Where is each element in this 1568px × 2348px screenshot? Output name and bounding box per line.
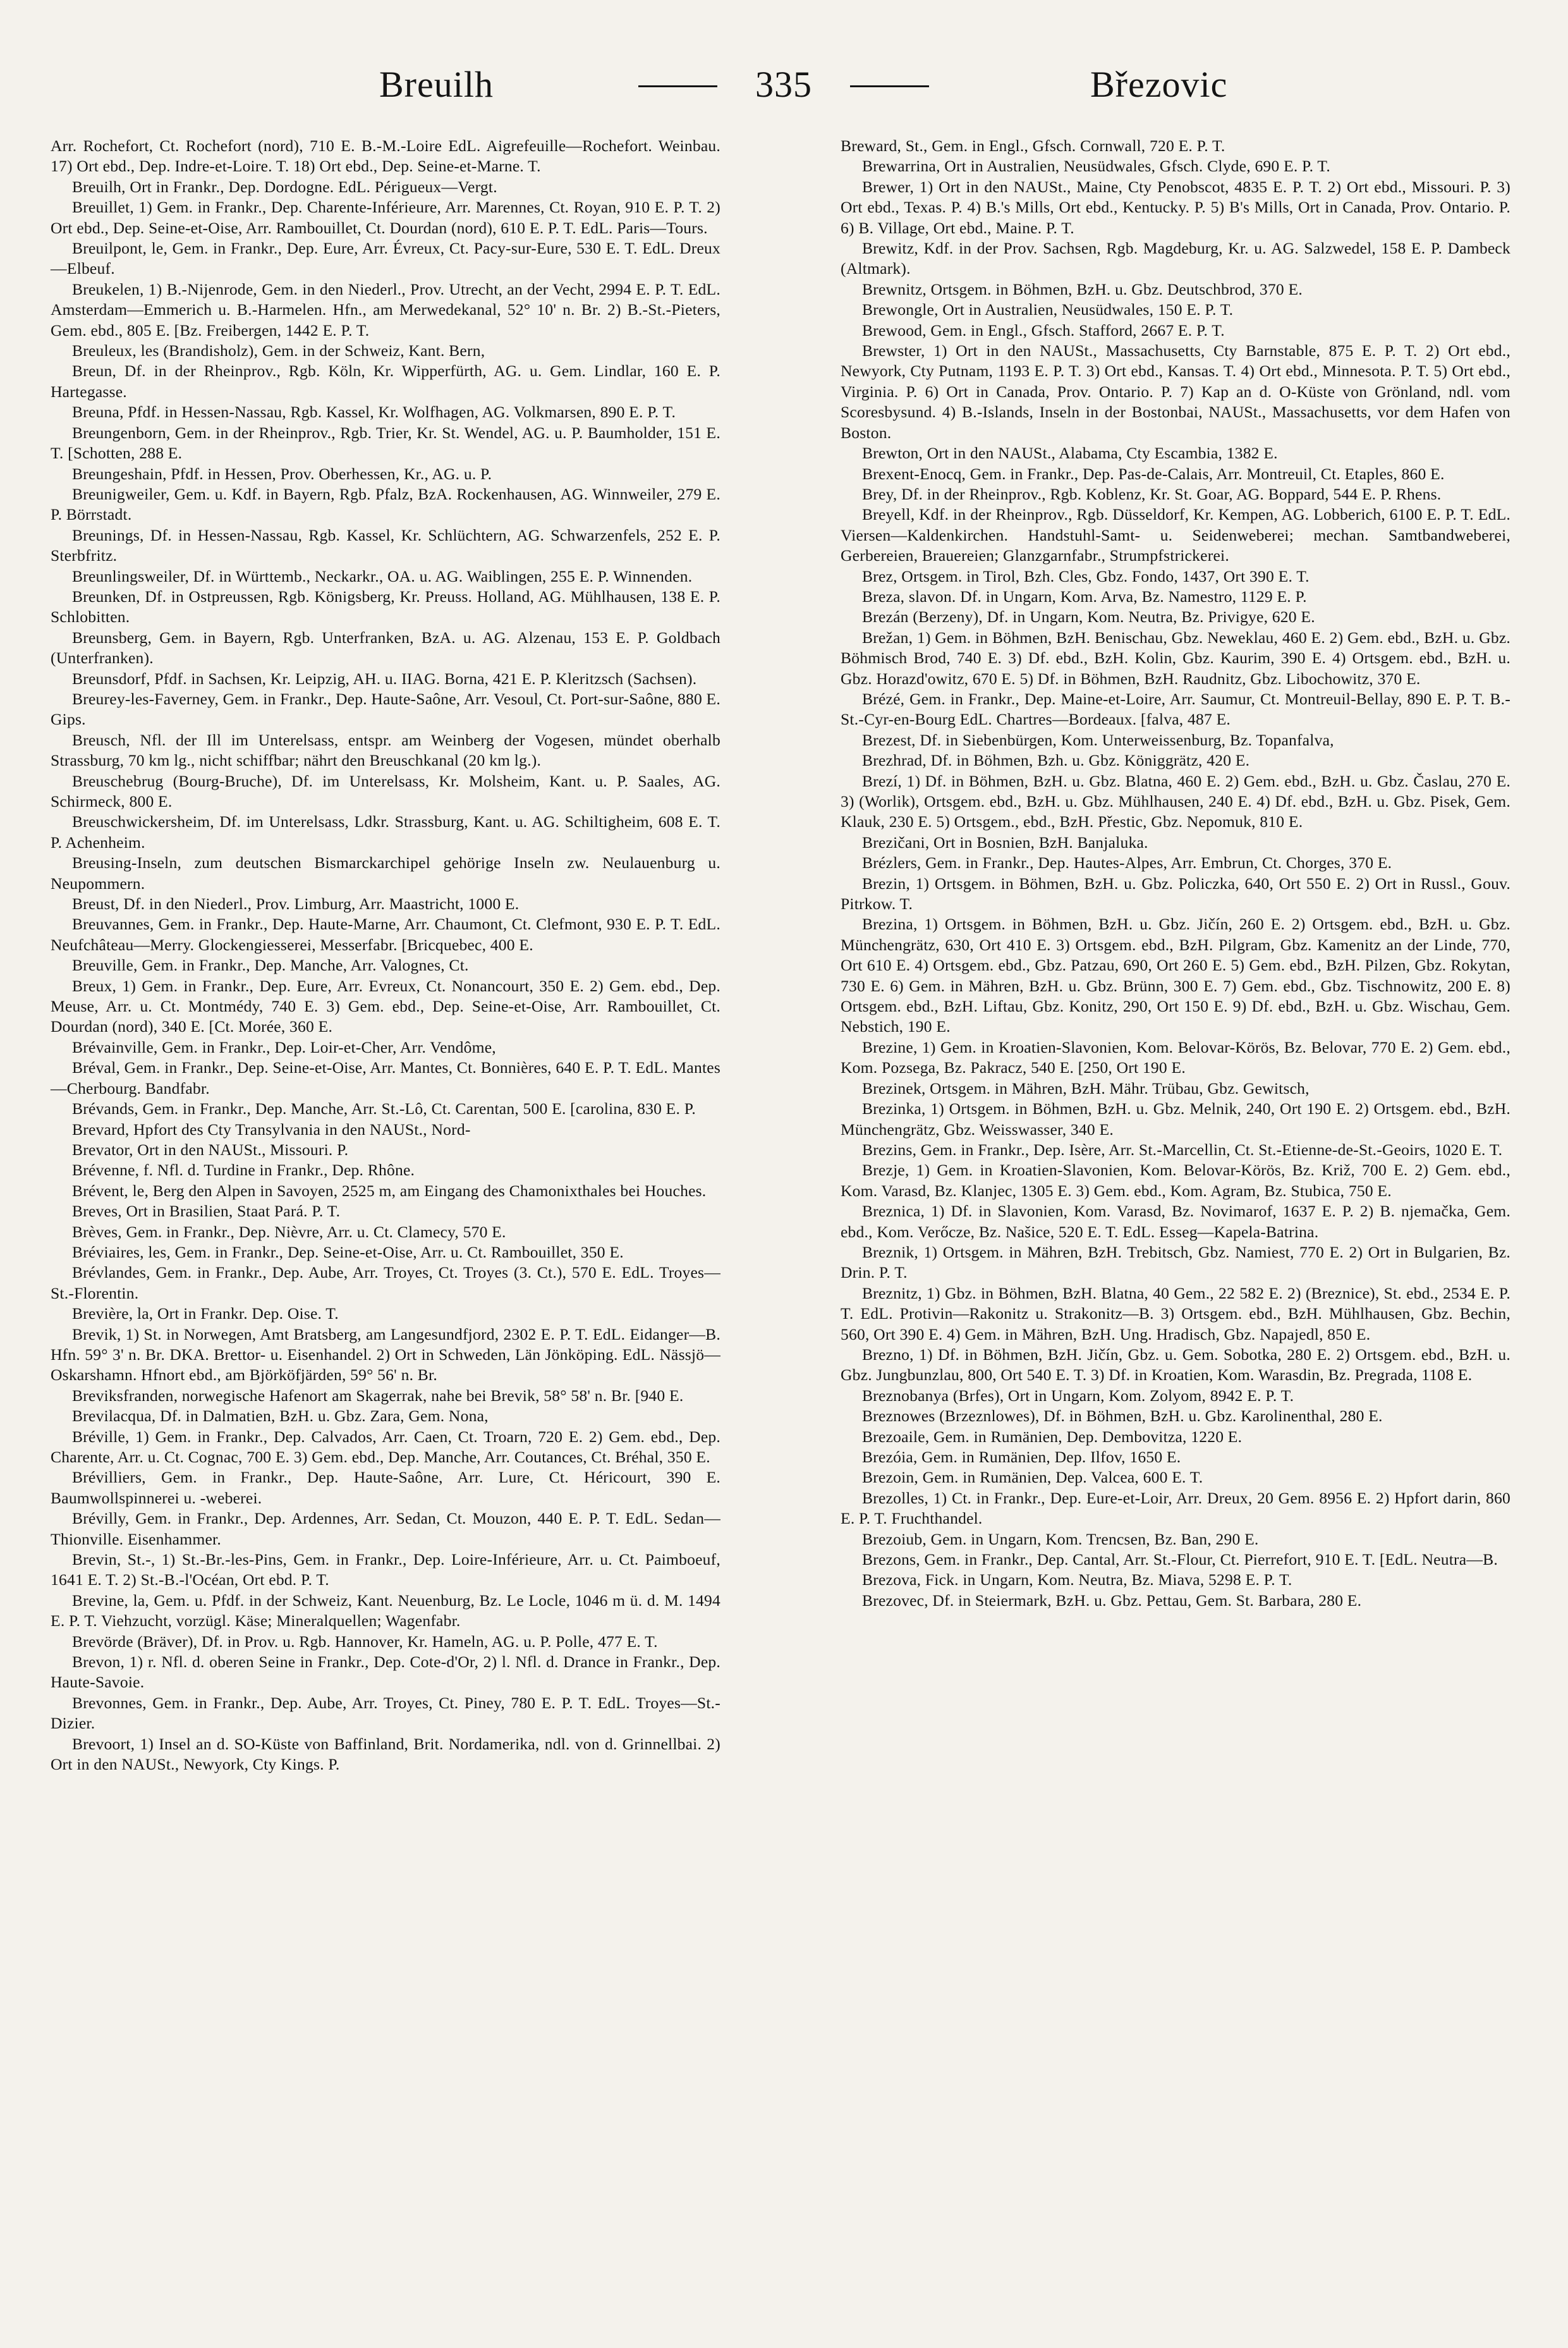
entry: Brévainville, Gem. in Frankr., Dep. Loir-et-Cher, Arr. Vendôme, [72,1037,496,1056]
entry: Brévlandes, Gem. in Frankr., Dep. Aube, Arr. Troyes, Ct. Troyes (3. Ct.), 570 E. EdL. Troyes—St.-Florentin. [51,1263,720,1302]
entry: Brevik, 1) St. in Norwegen, Amt Bratsberg, am Langesundfjord, 2302 E. P. T. EdL. Eidanger—B. Hfn. 59° 3' n. Br. DKA. Brettor- u. Eisenhandel. 2) Ort in Schweden, Län Jönköping. EdL. Nässjö—Oskarshamn. Hfnort ebd., am Björköfjärden, 59° 56' n. Br. [51,1324,720,1385]
entry: Brevonnes, Gem. in Frankr., Dep. Aube, Arr. Troyes, Ct. Piney, 780 E. P. T. EdL. Troyes—St.-Dizier. [51,1693,720,1733]
entry: Brezje, 1) Gem. in Kroatien-Slavonien, Kom. Belovar-Körös, Bz. Križ, 700 E. 2) Gem. ebd., Kom. Varasd, Bz. Klanjec, 1305 E. 3) Gem. ebd., Kom. Agram, Bz. Stubica, 750 E. [841,1161,1510,1200]
entry: Brezičani, Ort in Bosnien, BzH. Banjaluka. [862,833,1148,852]
entry: Brezoaile, Gem. in Rumänien, Dep. Dembovitza, 1220 E. [862,1427,1243,1446]
entry: Breznowes (Brzeznlowes), Df. in Böhmen, BzH. u. Gbz. Karolinenthal, 280 E. [862,1407,1383,1426]
entry: Breunsberg, Gem. in Bayern, Rgb. Unterfranken, BzA. u. AG. Alzenau, 153 E. P. Goldbach (Unterfranken). [51,628,720,668]
entry: Breurey-les-Faverney, Gem. in Frankr., Dep. Haute-Saône, Arr. Vesoul, Ct. Port-sur-Saône, 880 E. Gips. [51,689,720,729]
entry: Brewer, 1) Ort in den NAUSt., Maine, Cty Penobscot, 4835 E. P. T. 2) Ort ebd., Missouri. P. 3) Ort ebd., Texas. P. 4) B.'s Mills, Ort ebd., Kentucky. P. 5) B's Mills, Ort in Canada, Prov. Ontario. P. 6) B. Village, Ort ebd., Maine. P. T. [841,177,1510,237]
running-head-right: Březovic [1090,64,1228,105]
entry: Breznik, 1) Ortsgem. in Mähren, BzH. Trebitsch, Gbz. Namiest, 770 E. 2) Ort in Bulgarien, Bz. Drin. P. T. [841,1242,1510,1282]
entry: Breunigweiler, Gem. u. Kdf. in Bayern, Rgb. Pfalz, BzA. Rockenhausen, AG. Winnweiler, 279 E. P. Börrstadt. [51,484,720,524]
entry: Breward, St., Gem. in Engl., Gfsch. Cornwall, 720 E. P. T. [841,137,1225,155]
entry: Brezhrad, Df. in Böhmen, Bzh. u. Gbz. Königgrätz, 420 E. [862,751,1250,770]
entry: Bréviaires, les, Gem. in Frankr., Dep. Seine-et-Oise, Arr. u. Ct. Rambouillet, 350 E. [72,1242,624,1261]
entry: Breuleux, les (Brandisholz), Gem. in der Schweiz, Kant. Bern, [72,341,485,360]
entry: Breuschebrug (Bourg-Bruche), Df. im Unterelsass, Kr. Molsheim, Kant. u. P. Saales, AG. Schirmeck, 800 E. [51,771,720,810]
entry: Breungenborn, Gem. in der Rheinprov., Rgb. Trier, Kr. St. Wendel, AG. u. P. Baumholder, 151 E. T. [Schotten, 288 E. [51,423,720,463]
entry: Brey, Df. in der Rheinprov., Rgb. Koblenz, Kr. St. Goar, AG. Boppard, 544 E. P. Rhens. [862,484,1442,503]
entry: Breungeshain, Pfdf. in Hessen, Prov. Oberhessen, Kr., AG. u. P. [72,464,492,483]
page-header [0,38,1568,107]
header-rule-right [850,85,929,87]
entry: Brezí, 1) Df. in Böhmen, BzH. u. Gbz. Blatna, 460 E. 2) Gem. ebd., BzH. u. Gbz. Časlau, 270 E. 3) (Worlik), Ortsgem. ebd., BzH. u. Gbz. Mühlhausen, 240 E. 4) Df. ebd., BzH. u. Gbz. Pisek, Gem. Klauk, 230 E. 5) Ortsgem., ebd., BzH. Přestic, Gbz. Nepomuk, 810 E. [841,771,1510,831]
entry: Breznobanya (Brfes), Ort in Ungarn, Kom. Zolyom, 8942 E. P. T. [862,1386,1294,1405]
entry: Brévilliers, Gem. in Frankr., Dep. Haute-Saône, Arr. Lure, Ct. Héricourt, 390 E. Baumwollspinnerei u. -weberei. [51,1468,720,1507]
entry: Breznitz, 1) Gbz. in Böhmen, BzH. Blatna, 40 Gem., 22 582 E. 2) (Breznice), St. ebd., 2534 E. P. T. EdL. Protivin—Rakonitz u. Strakonitz—B. 3) Ortsgem. ebd., BzH. Mühlhausen, Gbz. Bechin, 560, Ort 390 E. 4) Gem. in Mähren, BzH. Ung. Hradisch, Gbz. Napajedl, 850 E. [841,1283,1510,1343]
left-column [51,136,720,1775]
entry: Brevator, Ort in den NAUSt., Missouri. P. [72,1140,349,1159]
entry: Brežan, 1) Gem. in Böhmen, BzH. Benischau, Gbz. Neweklau, 460 E. 2) Gem. ebd., BzH. u. Gbz. Böhmisch Brod, 740 E. 3) Df. ebd., BzH. Kolin, Gbz. Kaurim, 390 E. 4) Ortsgem. ebd., BzH. u. Gbz. Horazd'owitz, 670 E. 5) Df. in Böhmen, BzH. Raudnitz, Gbz. Libochowitz, 370 E. [841,628,1510,688]
entry: Breuvannes, Gem. in Frankr., Dep. Haute-Marne, Arr. Chaumont, Ct. Clefmont, 930 E. P. T. EdL. Neufchâteau—Merry. Glockengiesserei, Messerfabr. [Bricquebec, 400 E. [51,915,720,954]
entry: Brevin, St.-, 1) St.-Br.-les-Pins, Gem. in Frankr., Dep. Loire-Inférieure, Arr. u. Ct. Paimboeuf, 1641 E. T. 2) St.-B.-l'Océan, Ort ebd. P. T. [51,1550,720,1589]
entry: Breun, Df. in der Rheinprov., Rgb. Köln, Kr. Wipperfürth, AG. u. Gem. Lindlar, 160 E. P. Hartegasse. [51,362,720,401]
entry: Breukelen, 1) B.-Nijenrode, Gem. in den Niederl., Prov. Utrecht, an der Vecht, 2994 E. P. T. EdL. Amsterdam—Emmerich u. B.-Harmelen. Hfn., am Merwedekanal, 52° 10' n. Br. 2) B.-St.-Pieters, Gem. ebd., 805 E. [Bz. Freibergen, 1442 E. P. T. [51,279,720,339]
entry: Brez, Ortsgem. in Tirol, Bzh. Cles, Gbz. Fondo, 1437, Ort 390 E. T. [862,566,1310,585]
entry: Brévands, Gem. in Frankr., Dep. Manche, Arr. St.-Lô, Ct. Carentan, 500 E. [carolina, 830 E. P. [72,1099,696,1118]
entry: Breuschwickersheim, Df. im Unterelsass, Ldkr. Strassburg, Kant. u. AG. Schiltigheim, 608 E. T. P. Achenheim. [51,812,720,852]
entry: Breuillet, 1) Gem. in Frankr., Dep. Charente-Inférieure, Arr. Marennes, Ct. Royan, 910 E. P. T. 2) Ort ebd., Dep. Seine-et-Oise, Arr. Rambouillet, Ct. Dourdan (nord), 610 E. P. T. EdL. Paris—Tours. [51,198,720,237]
entry: Brewnitz, Ortsgem. in Böhmen, BzH. u. Gbz. Deutschbrod, 370 E. [862,279,1303,298]
entry: Brevilacqua, Df. in Dalmatien, BzH. u. Gbz. Zara, Gem. Nona, [72,1407,489,1426]
entry: Breunings, Df. in Hessen-Nassau, Rgb. Kassel, Kr. Schlüchtern, AG. Schwarzenfels, 252 E. P. Sterbfritz. [51,525,720,565]
entry: Breunken, Df. in Ostpreussen, Rgb. Königsberg, Kr. Preuss. Holland, AG. Mühlhausen, 138 E. P. Schlobitten. [51,587,720,627]
entry: Brezinka, 1) Ortsgem. in Böhmen, BzH. u. Gbz. Melnik, 240, Ort 190 E. 2) Ortsgem. ebd., BzH. Münchengrätz, Gbz. Weisswasser, 340 E. [841,1099,1510,1139]
entry: Breznica, 1) Df. in Slavonien, Kom. Varasd, Bz. Novimarof, 1637 E. P. 2) B. njemačka, Gem. ebd., Kom. Verőcze, Bz. Našice, 520 E. T. EdL. Esseg—Kapela-Batrina. [841,1202,1510,1241]
entry: Brezoiub, Gem. in Ungarn, Kom. Trencsen, Bz. Ban, 290 E. [862,1529,1259,1548]
entry: Brezina, 1) Ortsgem. in Böhmen, BzH. u. Gbz. Jičín, 260 E. 2) Ortsgem. ebd., BzH. u. Gbz. Münchengrätz, 630, Ort 410 E. 3) Ortsgem. ebd., BzH. Pilgram, Gbz. Kamenitz an der Linde, 770, Ort 610 E. 4) Ortsgem. ebd., Gbz. Patzau, 690, Ort 260 E. 5) Gem. ebd., BzH. Pilzen, Gbz. Rokytan, 730 E. 6) Gem. in Mähren, BzH. u. Gbz. Brünn, 300 E. 7) Gem. ebd., Gbz. Tischnowitz, 200 E. 8) Ortsgem. ebd., BzH. Liftau, Gbz. Konitz, 290, Ort 150 E. 9) Df. ebd., BzH. u. Gbz. Wischau, Gem. Nebstich, 190 E. [841,915,1510,1036]
entry: Arr. Rochefort, Ct. Rochefort (nord), 710 E. B.-M.-Loire EdL. Aigrefeuille—Rochefort. Weinbau. 17) Ort ebd., Dep. Indre-et-Loire. T. 18) Ort ebd., Dep. Seine-et-Marne. T. [51,137,720,176]
entry: Brezins, Gem. in Frankr., Dep. Isère, Arr. St.-Marcellin, Ct. St.-Etienne-de-St.-Geoirs, 1020 E. T. [862,1140,1503,1159]
entry: Brewitz, Kdf. in der Prov. Sachsen, Rgb. Magdeburg, Kr. u. AG. Salzwedel, 158 E. P. Dambeck (Altmark). [841,239,1510,278]
entry: Bréval, Gem. in Frankr., Dep. Seine-et-Oise, Arr. Mantes, Ct. Bonnières, 640 E. P. T. EdL. Mantes—Cherbourg. Bandfabr. [51,1058,720,1098]
entry: Brezest, Df. in Siebenbürgen, Kom. Unterweissenburg, Bz. Topanfalva, [862,730,1334,749]
entry: Brezán (Berzeny), Df. in Ungarn, Kom. Neutra, Bz. Privigye, 620 E. [862,608,1315,627]
entry: Brézlers, Gem. in Frankr., Dep. Hautes-Alpes, Arr. Embrun, Ct. Chorges, 370 E. [862,853,1392,872]
entry: Breyell, Kdf. in der Rheinprov., Rgb. Düsseldorf, Kr. Kempen, AG. Lobberich, 6100 E. P. T. EdL. Viersen—Kaldenkirchen. Handstuhl-Samt- u. Seidenweberei; mechan. Samtbandweberei, Gerbereien, Brauereien; Glanzgarnfabr., Strumpfstrickerei. [841,505,1510,565]
entry: Breunsdorf, Pfdf. in Sachsen, Kr. Leipzig, AH. u. IIAG. Borna, 421 E. P. Kleritzsch (Sachsen). [72,669,697,688]
entry: Brevière, la, Ort in Frankr. Dep. Oise. T. [72,1304,339,1323]
entry: Brexent-Enocq, Gem. in Frankr., Dep. Pas-de-Calais, Arr. Montreuil, Ct. Etaples, 860 E. [862,464,1445,483]
entry: Breza, slavon. Df. in Ungarn, Kom. Arva, Bz. Namestro, 1129 E. P. [862,587,1307,606]
entry: Bréville, 1) Gem. in Frankr., Dep. Calvados, Arr. Caen, Ct. Troarn, 720 E. 2) Gem. ebd., Dep. Charente, Arr. u. Ct. Cognac, 700 E. 3) Gem. ebd., Dep. Manche, Arr. Coutances, Ct. Bréhal, 350 E. [51,1427,720,1466]
entry: Brézé, Gem. in Frankr., Dep. Maine-et-Loire, Arr. Saumur, Ct. Montreuil-Bellay, 890 E. P. T. B.-St.-Cyr-en-Bourg EdL. Chartres—Bordeaux. [falva, 487 E. [841,689,1510,729]
entry: Brewarrina, Ort in Australien, Neusüdwales, Gfsch. Clyde, 690 E. P. T. [862,157,1330,176]
entry: Brezoin, Gem. in Rumänien, Dep. Valcea, 600 E. T. [862,1468,1203,1487]
entry: Brevoort, 1) Insel an d. SO-Küste von Baffinland, Brit. Nordamerika, ndl. von d. Grinnellbai. 2) Ort in den NAUSt., Newyork, Cty Kings. P. [51,1734,720,1774]
entry: Brevard, Hpfort des Cty Transylvania in den NAUSt., Nord- [72,1120,471,1139]
entry: Brezin, 1) Ortsgem. in Böhmen, BzH. u. Gbz. Policzka, 640, Ort 550 E. 2) Ort in Russl., Gouv. Pitrkow. T. [841,874,1510,914]
entry: Breuville, Gem. in Frankr., Dep. Manche, Arr. Valognes, Ct. [72,956,469,975]
entry: Brezóia, Gem. in Rumänien, Dep. Ilfov, 1650 E. [862,1448,1181,1466]
entry: Brévent, le, Berg den Alpen in Savoyen, 2525 m, am Eingang des Chamonixthales bei Houches. [72,1181,707,1200]
entry: Brewongle, Ort in Australien, Neusüdwales, 150 E. P. T. [862,300,1234,319]
entry: Brezno, 1) Df. in Böhmen, BzH. Jičín, Gbz. u. Gem. Sobotka, 280 E. 2) Ortsgem. ebd., BzH. u. Gbz. Jungbunzlau, 800, Ort 540 E. T. 3) Df. in Kroatien, Kom. Warasdin, Bz. Pregrada, 1108 E. [841,1345,1510,1385]
entry: Breuilh, Ort in Frankr., Dep. Dordogne. EdL. Périgueux—Vergt. [72,177,497,196]
entry: Brezovec, Df. in Steiermark, BzH. u. Gbz. Pettau, Gem. St. Barbara, 280 E. [862,1591,1362,1610]
entry: Breuilpont, le, Gem. in Frankr., Dep. Eure, Arr. Évreux, Ct. Pacy-sur-Eure, 530 E. T. EdL. Dreux—Elbeuf. [51,239,720,278]
entry: Brewood, Gem. in Engl., Gfsch. Stafford, 2667 E. P. T. [862,321,1225,339]
entry: Brewster, 1) Ort in den NAUSt., Massachusetts, Cty Barnstable, 875 E. P. T. 2) Ort ebd., Newyork, Cty Putnam, 1193 E. P. T. 3) Ort ebd., Kansas. T. 4) Ort ebd., Minnesota. P. T. 5) Ort ebd., Virginia. P. 6) Ort in Canada, Prov. Ontario. P. 7) Kap an d. O-Küste von Grönland, ndl. vom Scoresbysund. 4) B.-Islands, Inseln in der Bostonbai, NAUSt., Massachusetts, vor dem Hafen von Boston. [841,341,1510,442]
entry: Brevörde (Bräver), Df. in Prov. u. Rgb. Hannover, Kr. Hameln, AG. u. P. Polle, 477 E. T. [72,1632,658,1651]
entry: Brevon, 1) r. Nfl. d. oberen Seine in Frankr., Dep. Cote-d'Or, 2) l. Nfl. d. Drance in Frankr., Dep. Haute-Savoie. [51,1653,720,1692]
entry: Breviksfranden, norwegische Hafenort am Skagerrak, nahe bei Brevik, 58° 58' n. Br. [940 E. [72,1386,684,1405]
right-column [841,136,1510,1611]
entry: Brezinek, Ortsgem. in Mähren, BzH. Mähr. Trübau, Gbz. Gewitsch, [862,1079,1310,1098]
entry: Brévilly, Gem. in Frankr., Dep. Ardennes, Arr. Sedan, Ct. Mouzon, 440 E. P. T. EdL. Sedan—Thionville. Eisenhammer. [51,1509,720,1548]
entry: Breusch, Nfl. der Ill im Unterelsass, entspr. am Weinberg der Vogesen, mündet oberhalb Strassburg, 70 km lg., nicht schiffbar; nährt den Breuschkanal (20 km lg.). [51,730,720,770]
entry: Breunlingsweiler, Df. in Württemb., Neckarkr., OA. u. AG. Waiblingen, 255 E. P. Winnenden. [72,566,693,585]
page-number: 335 [755,64,812,105]
entry: Breust, Df. in den Niederl., Prov. Limburg, Arr. Maastricht, 1000 E. [72,895,520,914]
entry: Brewton, Ort in den NAUSt., Alabama, Cty Escambia, 1382 E. [862,444,1278,463]
header-rule-left [638,85,717,87]
entry: Brezine, 1) Gem. in Kroatien-Slavonien, Kom. Belovar-Körös, Bz. Belovar, 770 E. 2) Gem. ebd., Kom. Pozsega, Bz. Pakracz, 540 E. [250, Ort 190 E. [841,1037,1510,1077]
running-head-left: Breuilh [379,64,494,105]
entry: Brezons, Gem. in Frankr., Dep. Cantal, Arr. St.-Flour, Ct. Pierrefort, 910 E. T. [EdL. Neutra—B. [862,1550,1498,1569]
entry: Breves, Ort in Brasilien, Staat Pará. P. T. [72,1202,341,1221]
entry: Breux, 1) Gem. in Frankr., Dep. Eure, Arr. Evreux, Ct. Nonancourt, 350 E. 2) Gem. ebd., Dep. Meuse, Arr. u. Ct. Montmédy, 740 E. 3) Gem. ebd., Dep. Seine-et-Oise, Arr. Rambouillet, Ct. Dourdan (nord), 340 E. [Ct. Morée, 360 E. [51,976,720,1036]
entry: Brevine, la, Gem. u. Pfdf. in der Schweiz, Kant. Neuenburg, Bz. Le Locle, 1046 m ü. d. M. 1494 E. P. T. Viehzucht, vorzügl. Käse; Mineralquellen; Wagenfabr. [51,1591,720,1630]
entry: Brezolles, 1) Ct. in Frankr., Dep. Eure-et-Loir, Arr. Dreux, 20 Gem. 8956 E. 2) Hpfort darin, 860 E. P. T. Fruchthandel. [841,1488,1510,1528]
entry: Brèves, Gem. in Frankr., Dep. Nièvre, Arr. u. Ct. Clamecy, 570 E. [72,1222,506,1241]
entry: Brezova, Fick. in Ungarn, Kom. Neutra, Bz. Miava, 5298 E. P. T. [862,1570,1292,1589]
entry: Breusing-Inseln, zum deutschen Bismarckarchipel gehörige Inseln zw. Neulauenburg u. Neupommern. [51,853,720,893]
entry: Breuna, Pfdf. in Hessen-Nassau, Rgb. Kassel, Kr. Wolfhagen, AG. Volkmarsen, 890 E. P. T. [72,403,676,422]
entry: Brévenne, f. Nfl. d. Turdine in Frankr., Dep. Rhône. [72,1161,415,1180]
